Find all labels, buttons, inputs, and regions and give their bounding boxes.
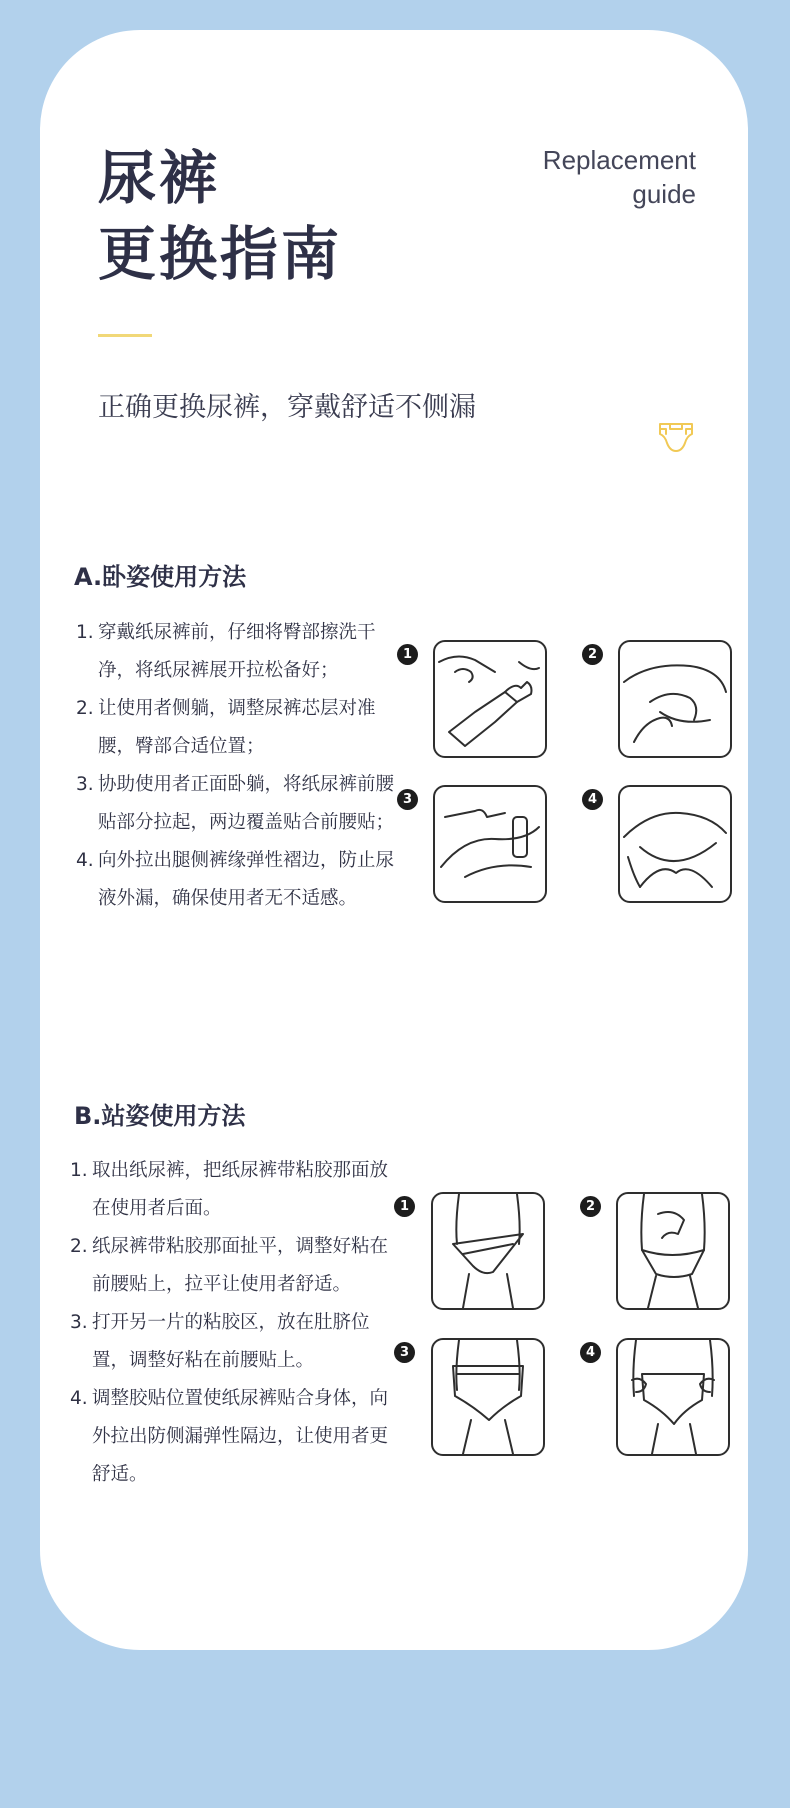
title-line-2: 更换指南 (98, 220, 343, 288)
step-text: 让使用者侧躺，调整尿裤芯层对准腰，臀部合适位置； (98, 698, 376, 757)
lying-step-3-illustration (433, 785, 547, 903)
step-item (76, 614, 396, 690)
step-text: 打开另一片的粘胶区，放在肚脐位置，调整好粘在前腰贴上。 (92, 1312, 370, 1371)
lying-step-4-illustration (618, 785, 732, 903)
step-text: 向外拉出腿侧裤缘弹性褶边，防止尿液外漏，确保使用者无不适感。 (98, 850, 395, 909)
step-item (70, 1304, 400, 1380)
step-number: 2. (70, 1236, 88, 1257)
standing-step-2-illustration (616, 1192, 730, 1310)
step-text: 穿戴纸尿裤前，仔细将臀部擦洗干净，将纸尿裤展开拉松备好； (98, 622, 376, 681)
step-badge-3: 3 (397, 789, 418, 810)
subtitle: 正确更换尿裤，穿戴舒适不侧漏 (98, 392, 476, 423)
section-a-title: A.卧姿使用方法 (74, 563, 247, 591)
standing-step-3-illustration (431, 1338, 545, 1456)
diaper-icon (657, 420, 695, 454)
standing-step-1-illustration (431, 1192, 545, 1310)
step-number: 3. (76, 774, 94, 795)
section-b-steps (70, 1152, 400, 1494)
step-badge-2: 2 (582, 644, 603, 665)
accent-divider (98, 334, 152, 337)
section-b-title: B.站姿使用方法 (74, 1102, 246, 1130)
lying-step-1-illustration (433, 640, 547, 758)
standing-step-4-illustration (616, 1338, 730, 1456)
step-item (70, 1380, 400, 1494)
step-badge-1: 1 (397, 644, 418, 665)
step-badge-2: 2 (580, 1196, 601, 1217)
step-number: 3. (70, 1312, 88, 1333)
step-badge-4: 4 (580, 1342, 601, 1363)
step-item (76, 842, 396, 918)
step-number: 4. (70, 1388, 88, 1409)
lying-step-2-illustration (618, 640, 732, 758)
step-text: 取出纸尿裤，把纸尿裤带粘胶那面放在使用者后面。 (92, 1160, 389, 1219)
step-number: 1. (76, 622, 94, 643)
step-item (76, 766, 396, 842)
step-badge-3: 3 (394, 1342, 415, 1363)
step-text: 调整胶贴位置使纸尿裤贴合身体，向外拉出防侧漏弹性隔边，让使用者更舒适。 (92, 1388, 389, 1485)
title-line-1: 尿裤 (98, 144, 221, 212)
step-item (76, 690, 396, 766)
step-number: 4. (76, 850, 94, 871)
step-number: 1. (70, 1160, 88, 1181)
step-number: 2. (76, 698, 94, 719)
step-badge-4: 4 (582, 789, 603, 810)
english-title-line-1: Replacement (542, 145, 696, 175)
step-item (70, 1152, 400, 1228)
step-text: 协助使用者正面卧躺，将纸尿裤前腰贴部分拉起，两边覆盖贴合前腰贴； (98, 774, 395, 833)
english-title-line-2: guide (632, 179, 696, 209)
english-title (543, 143, 696, 211)
step-item (70, 1228, 400, 1304)
section-a-steps (76, 614, 396, 918)
page-title (98, 140, 342, 292)
step-text: 纸尿裤带粘胶那面扯平，调整好粘在前腰贴上，拉平让使用者舒适。 (92, 1236, 389, 1295)
step-badge-1: 1 (394, 1196, 415, 1217)
